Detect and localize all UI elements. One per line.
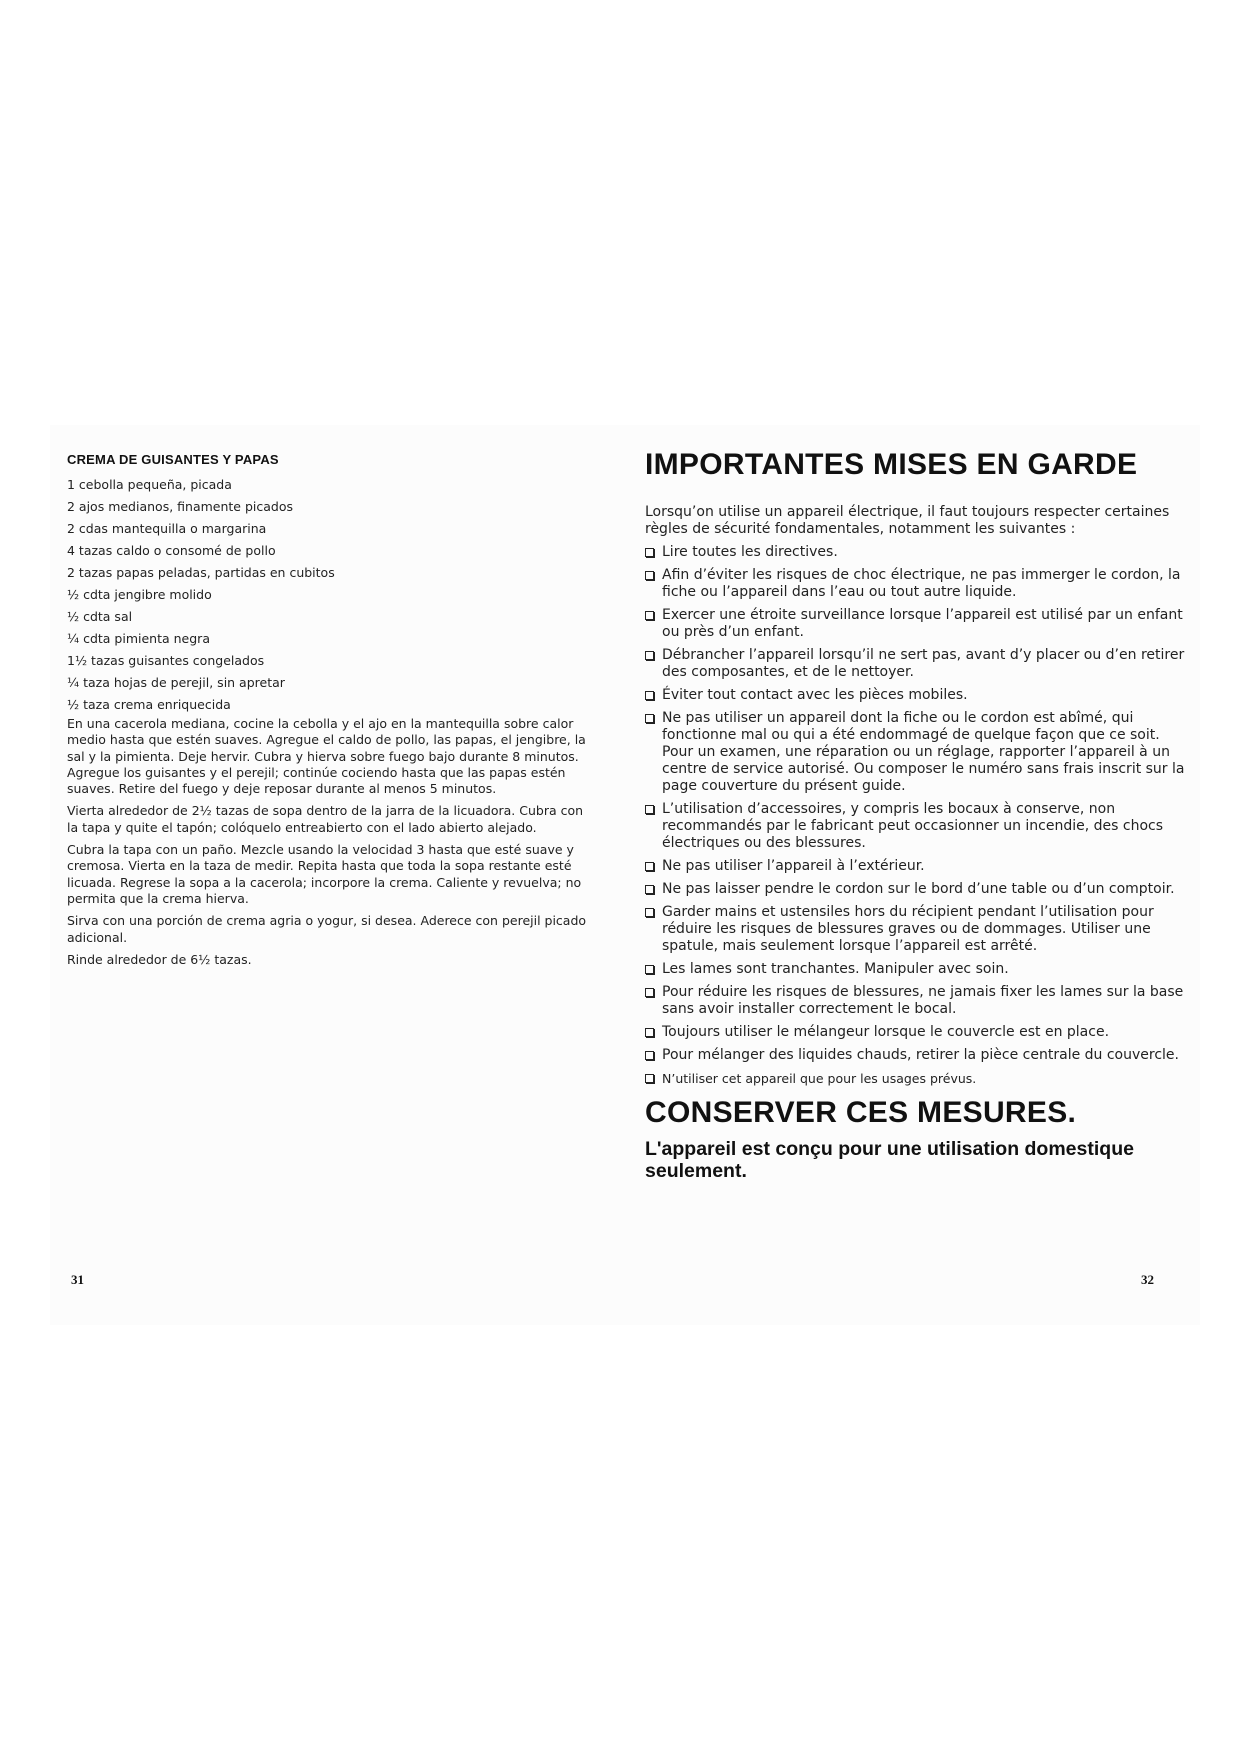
right-page xyxy=(645,448,1185,1182)
checklist-item xyxy=(645,984,1185,1018)
safety-intro: Lorsqu’on utilise un appareil électrique, il faut toujours respecter certaines règles de sécurité fondamentales, notamment les suivantes : xyxy=(645,504,1170,537)
checkbox-icon xyxy=(645,1051,654,1060)
ingredient-item: ¼ taza hojas de perejil, sin apretar xyxy=(67,675,285,690)
checklist-item-text: Toujours utiliser le mélangeur lorsque le couvercle est en place. xyxy=(662,1024,1110,1040)
ingredient-item: ½ taza crema enriquecida xyxy=(67,697,231,712)
checklist-item xyxy=(645,647,1185,681)
page-number-left: 31 xyxy=(71,1272,84,1287)
checklist-item-text: N’utiliser cet appareil que pour les usages prévus. xyxy=(662,1071,977,1086)
recipe-instruction-paragraph: En una cacerola mediana, cocine la cebolla y el ajo en la mantequilla sobre calor medio hasta que estén suaves. Agregue el caldo de pollo, las papas, el jengibre, la sal y la pimienta. Deje hervir. Cubra y hierva sobre fuego bajo durante 8 minutos. Agregue los guisantes y el perejil; continúe cociendo hasta que las papas estén suaves. Retire del fuego y deje reposar durante al menos 5 minutos. xyxy=(67,716,586,797)
safety-title: IMPORTANTES MISES EN GARDE xyxy=(645,448,1138,481)
checkbox-icon xyxy=(645,691,654,700)
checklist-item-text: Afin d’éviter les risques de choc électrique, ne pas immerger le cordon, la fiche ou l’appareil dans l’eau ou tout autre liquide. xyxy=(662,567,1181,600)
checklist-item-text: Pour réduire les risques de blessures, ne jamais fixer les lames sur la base sans avoir installer correctement le bocal. xyxy=(662,984,1184,1017)
checklist-item-text: Les lames sont tranchantes. Manipuler avec soin. xyxy=(662,961,1009,977)
recipe-title: CREMA DE GUISANTES Y PAPAS xyxy=(67,452,279,467)
checkbox-icon xyxy=(645,965,654,974)
checklist-item xyxy=(645,687,1185,704)
checklist-item-text: Pour mélanger des liquides chauds, retirer la pièce centrale du couvercle. xyxy=(662,1047,1179,1063)
left-page xyxy=(67,452,587,974)
recipe-yield: Rinde alrededor de 6½ tazas. xyxy=(67,951,252,967)
checkbox-icon xyxy=(645,805,654,814)
ingredient-item: 2 cdas mantequilla o margarina xyxy=(67,521,267,536)
ingredient-item: ¼ cdta pimienta negra xyxy=(67,631,210,646)
ingredient-item: 4 tazas caldo o consomé de pollo xyxy=(67,543,276,558)
checklist-item xyxy=(645,961,1185,978)
ingredient-item: 2 tazas papas peladas, partidas en cubitos xyxy=(67,565,335,580)
checklist-item-text: Exercer une étroite surveillance lorsque l’appareil est utilisé par un enfant ou près d’un enfant. xyxy=(662,607,1183,640)
recipe-instruction-paragraph: Cubra la tapa con un paño. Mezcle usando la velocidad 3 hasta que esté suave y cremosa. Vierta en la taza de medir. Repita hasta que toda la sopa restante esté licuada. Regrese la sopa a la cacerola; incorpore la crema. Caliente y revuelva; no permita que la crema hierva. xyxy=(67,842,582,906)
checklist-item-text: Ne pas laisser pendre le cordon sur le bord d’une table ou d’un comptoir. xyxy=(662,881,1175,897)
checkbox-icon xyxy=(645,908,654,917)
ingredient-item: ½ cdta sal xyxy=(67,609,133,624)
ingredient-item: 2 ajos medianos, finamente picados xyxy=(67,499,294,514)
ingredient-list xyxy=(67,474,587,716)
checklist-item xyxy=(645,567,1185,601)
checklist-item xyxy=(645,881,1185,898)
checkbox-icon xyxy=(645,571,654,580)
checklist-item-text: L’utilisation d’accessoires, y compris les bocaux à conserve, non recommandés par le fabricant peut occasionner un incendie, des chocs électriques ou des blessures. xyxy=(662,801,1164,851)
checkbox-icon xyxy=(645,1074,654,1083)
checkbox-icon xyxy=(645,548,654,557)
checklist-item xyxy=(645,544,1185,561)
checklist-item-text: Éviter tout contact avec les pièces mobiles. xyxy=(662,687,968,703)
checklist-item xyxy=(645,1047,1185,1064)
checkbox-icon xyxy=(645,885,654,894)
checkbox-icon xyxy=(645,862,654,871)
ingredient-item: 1 cebolla pequeña, picada xyxy=(67,477,232,492)
checklist-item xyxy=(645,607,1185,641)
checklist-item xyxy=(645,1070,1185,1087)
checkbox-icon xyxy=(645,611,654,620)
checklist-item-text: Lire toutes les directives. xyxy=(662,544,838,560)
checklist-item-text: Ne pas utiliser un appareil dont la fiche ou le cordon est abîmé, qui fonctionne mal ou qui a été endommagé de quelque façon que ce soit. Pour un examen, une réparation ou un réglage, rapporter l’appareil à un centre de service autorisé. Ou composer le numéro sans frais inscrit sur la page couverture du présent guide. xyxy=(662,710,1185,794)
checkbox-icon xyxy=(645,651,654,660)
recipe-instruction-paragraph: Sirva con una porción de crema agria o yogur, si desea. Aderece con perejil picado adicional. xyxy=(67,913,587,945)
checkbox-icon xyxy=(645,1028,654,1037)
checklist-item-text: Débrancher l’appareil lorsqu’il ne sert pas, avant d’y placer ou d’en retirer des composantes, et de le nettoyer. xyxy=(662,647,1185,680)
page-number-right: 32 xyxy=(1141,1272,1154,1287)
ingredient-item: 1½ tazas guisantes congelados xyxy=(67,653,265,668)
checklist-item xyxy=(645,858,1185,875)
checklist-item-text: Ne pas utiliser l’appareil à l’extérieur. xyxy=(662,858,925,874)
checklist-item-text: Garder mains et ustensiles hors du récipient pendant l’utilisation pour réduire les risques de blessures graves ou de dommages. Utiliser une spatule, mais seulement lorsque l’appareil est arrêté. xyxy=(662,904,1154,954)
conserve-title: CONSERVER CES MESURES. xyxy=(645,1096,1077,1129)
checklist-item xyxy=(645,710,1185,795)
recipe-instruction-paragraph: Vierta alrededor de 2½ tazas de sopa dentro de la jarra de la licuadora. Cubra con la tapa y quite el tapón; colóquelo entreabierto con el lado abierto alejado. xyxy=(67,803,584,835)
domestic-use-note: L'appareil est conçu pour une utilisation domestique seulement. xyxy=(645,1138,1134,1182)
checkbox-icon xyxy=(645,714,654,723)
ingredient-item: ½ cdta jengibre molido xyxy=(67,587,212,602)
checklist-item xyxy=(645,801,1185,852)
checklist-item xyxy=(645,1024,1185,1041)
checkbox-icon xyxy=(645,988,654,997)
safety-checklist xyxy=(645,544,1185,1087)
checklist-item xyxy=(645,904,1185,955)
